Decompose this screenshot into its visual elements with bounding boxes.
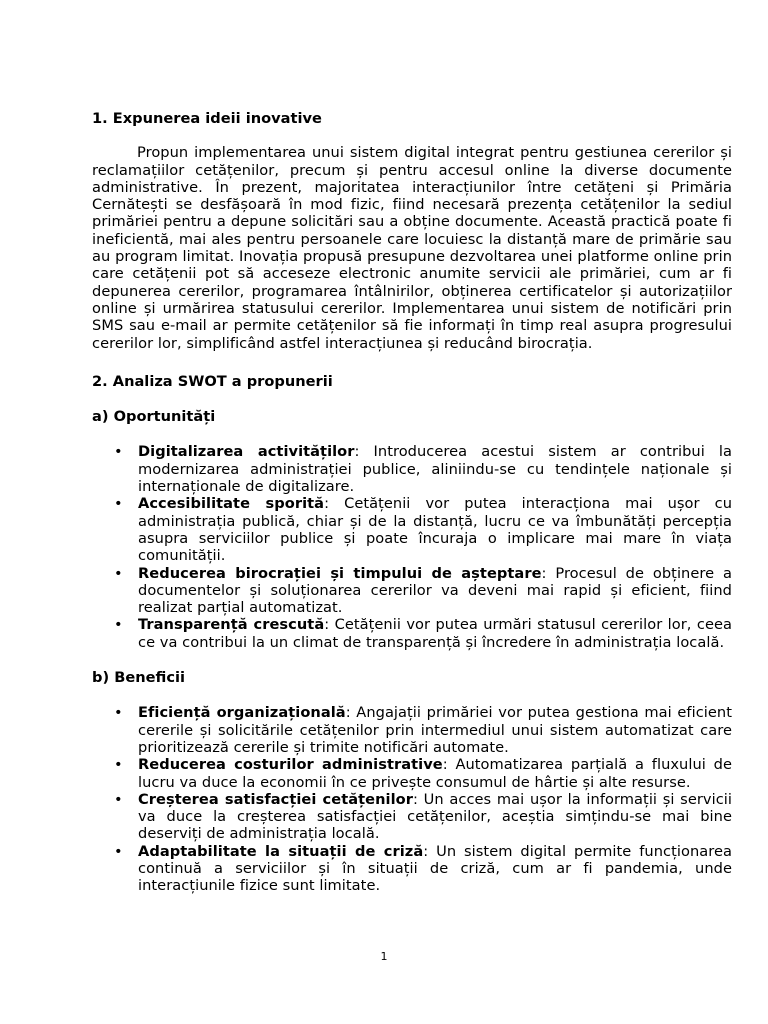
benefits-heading: b) Beneficii	[92, 669, 185, 687]
bullet-icon: •	[114, 443, 123, 461]
opportunities-list	[92, 443, 732, 651]
item-term: Creșterea satisfacției cetățenilor	[138, 790, 413, 808]
item-text: : Cetățenii vor putea urmări statusul cererilor lor, ceea ce va contribui la un climat de transparență și încredere în administrația locală.	[138, 616, 732, 651]
list-item	[92, 616, 732, 651]
bullet-icon: •	[114, 842, 123, 860]
item-term: Adaptabilitate la situații de criză	[138, 842, 424, 860]
item-text: : Angajații primăriei vor putea gestiona mai eficient cererile și solicitările cetățenilor prin intermediul unui sistem automatizat care prioritizează cererile și trimite notificări automate.	[138, 704, 733, 756]
list-item	[92, 443, 732, 495]
list-item	[92, 565, 732, 617]
item-term: Transparență crescută	[138, 616, 325, 634]
bullet-icon: •	[114, 790, 123, 808]
section1-paragraph: Propun implementarea unui sistem digital integrat pentru gestiunea cererilor și reclamațiilor cetățenilor, precum și pentru accesul online la diverse documente administrative. În prezent, majoritatea interacțiunilor între cetățeni și Primăria Cernătești se desfășoară în mod fizic, fiind necesară prezența cetățenilor la sediul primăriei pentru a depune solicitări sau a obține documente. Această practică poate fi ineficientă, mai ales pentru persoanele care locuiesc la distanță mare de primărie sau au program limitat. Inovația propusă presupune dezvoltarea unei platforme online prin care cetățenii pot să acceseze electronic anumite servicii ale primăriei, cum ar fi depunerea cererilor, programarea întâlnirilor, obținerea certificatelor și autorizațiilor online și urmărirea statusului cererilor. Implementarea unui sistem de notificări prin SMS sau e-mail ar permite cetățenilor să fie informați în timp real asupra progresului cererilor lor, simplificând astfel interacțiunea și reducând birocrația.	[92, 144, 732, 352]
list-item	[92, 756, 732, 791]
list-item	[92, 791, 732, 843]
benefits-list	[92, 704, 732, 894]
bullet-icon: •	[114, 564, 123, 582]
item-term: Reducerea costurilor administrative	[138, 756, 443, 774]
item-text: : Un sistem digital permite funcționarea continuă a serviciilor și în situații de criză, cum ar fi pandemia, unde interacțiunile fizice sunt limitate.	[138, 842, 732, 895]
item-term: Eficiență organizațională	[138, 704, 346, 722]
page-number: 1	[380, 950, 388, 963]
item-text: : Un acces mai ușor la informații și servicii va duce la creșterea satisfacției cetățenilor, aceștia simțindu-se mai bine deserviți de administrația locală.	[138, 790, 732, 843]
item-term: Accesibilitate sporită	[138, 495, 325, 513]
item-text: : Introducerea acestui sistem ar contribui la modernizarea administrației publice, aliniindu-se cu tendințele naționale și internaționale de digitalizare.	[138, 443, 732, 496]
document-page	[92, 110, 732, 895]
bullet-icon: •	[114, 495, 123, 513]
list-item	[92, 843, 732, 895]
item-term: Reducerea birocrației și timpului de așteptare	[138, 564, 542, 582]
item-text: : Cetățenii vor putea interacționa mai ușor cu administrația publică, chiar și de la distanță, lucru ce va îmbunătăți percepția asupra serviciilor publice și poate încuraja o implicare mai mare în viața comunității.	[138, 495, 732, 565]
item-text: : Procesul de obținere a documentelor și soluționarea cererilor va deveni mai rapid și eficient, fiind realizat parțial automatizat.	[138, 564, 732, 617]
list-item	[92, 704, 732, 756]
bullet-icon: •	[114, 756, 123, 774]
section1-heading: 1. Expunerea ideii inovative	[92, 110, 322, 127]
item-text: : Automatizarea parțială a fluxului de lucru va duce la economii în ce privește consumul de hârtie și alte resurse.	[138, 756, 732, 791]
section2-heading: 2. Analiza SWOT a propunerii	[92, 372, 333, 390]
list-item	[92, 495, 732, 564]
bullet-icon: •	[114, 616, 123, 634]
item-term: Digitalizarea activităților	[138, 443, 355, 461]
bullet-icon: •	[114, 704, 123, 722]
opportunities-heading: a) Oportunități	[92, 408, 216, 426]
